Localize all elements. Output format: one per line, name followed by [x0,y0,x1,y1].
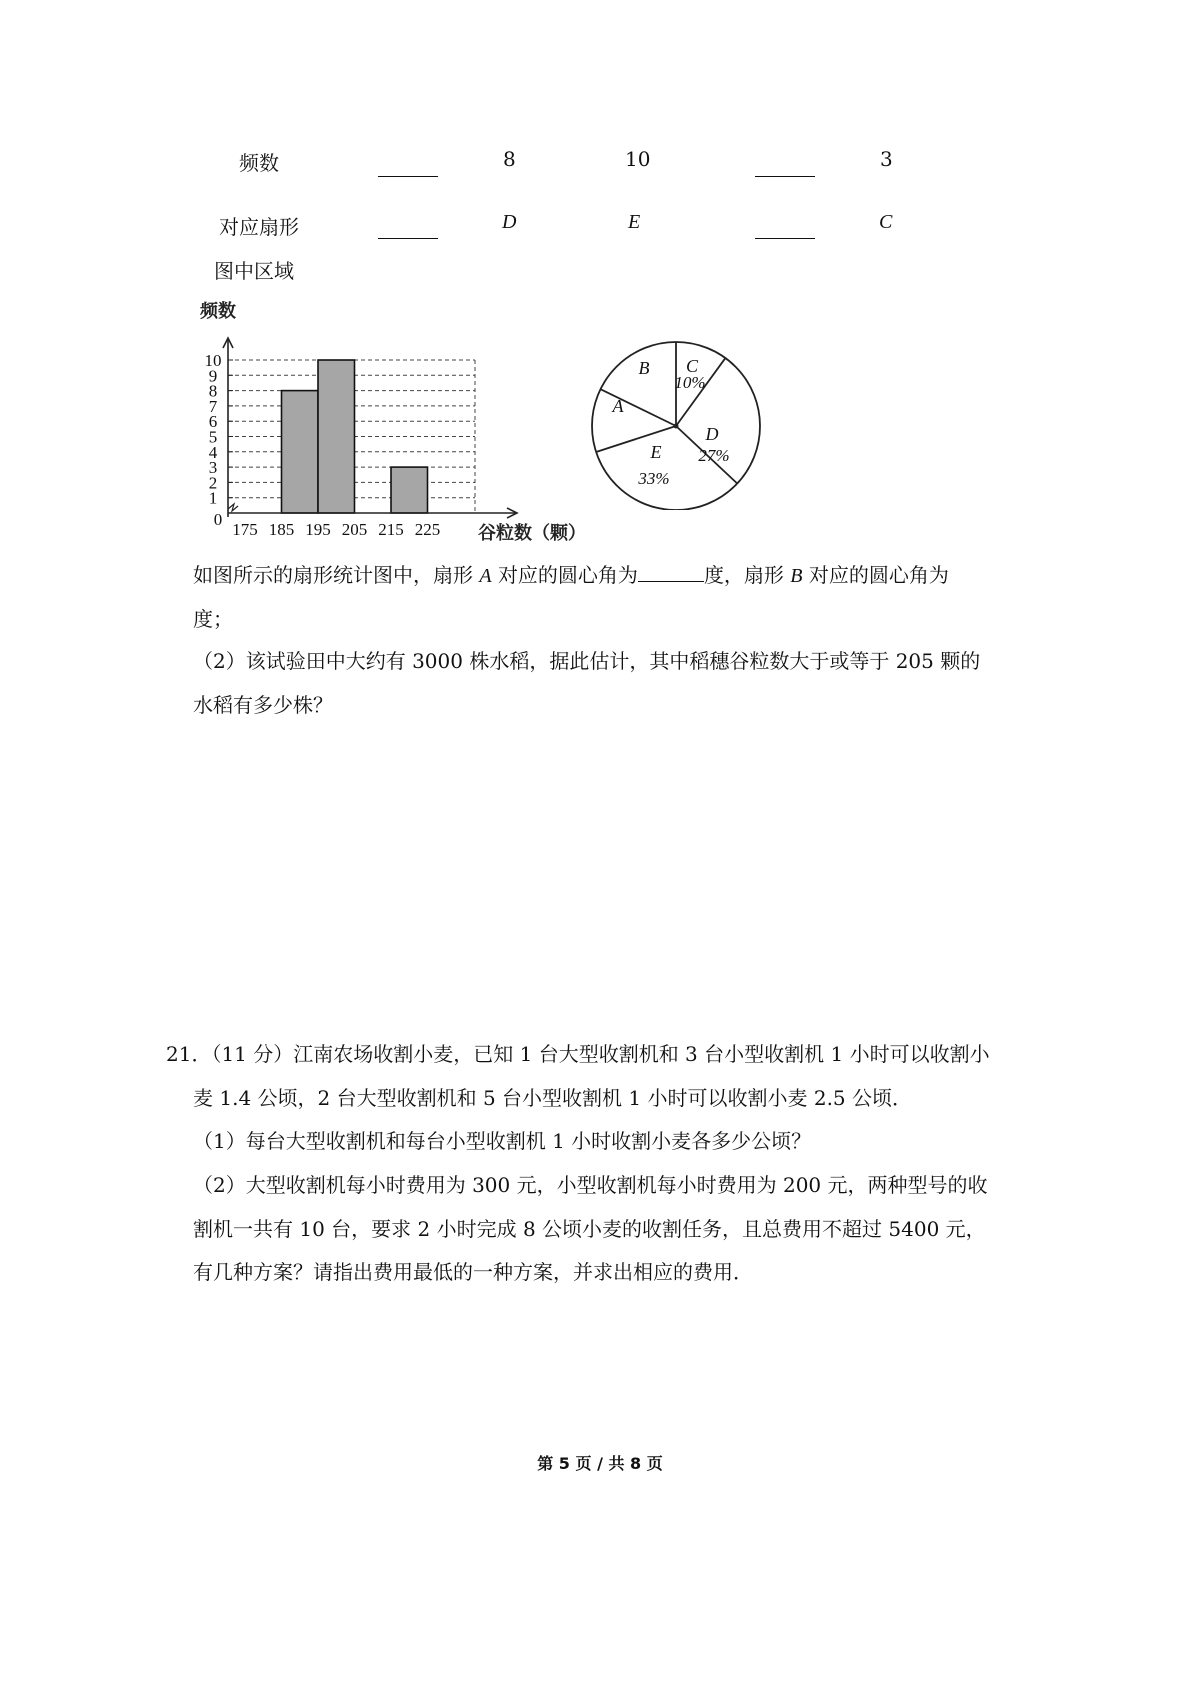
question-21-line-3: （1）每台大型收割机和每台小型收割机 1 小时收割小麦各多少公顷？ [193,1129,812,1153]
pie-chart [588,330,768,510]
blank-frequency-1 [378,176,438,177]
histogram-x-label: 谷粒数（颗） [478,523,586,543]
frequency-value-1: 8 [503,147,516,171]
pie-center [674,424,679,429]
q1-text-2: 对应的圆心角为 [497,563,638,587]
q1-text-3: 度，扇形 [703,563,784,587]
pie-slice-label-A: A [612,396,624,416]
blank-sector-1 [378,238,438,239]
y-tick-3: 3 [208,458,218,478]
pie-slice-label-E: E [650,442,662,462]
pie-divider-2 [676,358,725,426]
histogram-bar-3 [391,467,428,513]
sector-value-2: E [628,211,641,233]
question-21-line-1: 21．（11 分）江南农场收割小麦，已知 1 台大型收割机和 3 台小型收割机 1 小时可以收割小 [166,1042,990,1066]
y-tick-9: 9 [208,366,218,386]
q1-text-1: 如图所示的扇形统计图中，扇形 [193,563,473,587]
pie-slice-label-B: B [638,358,650,378]
y-tick-10: 10 [204,351,222,370]
histogram-bar-2 [318,360,355,513]
x-tick-185: 185 [268,520,295,539]
blank-frequency-2 [755,176,815,177]
histogram-y-label: 频数 [200,301,236,321]
frequency-value-3: 3 [880,147,893,171]
y-tick-5: 5 [208,427,218,447]
histogram-axes [223,338,517,518]
sector-value-1: D [502,211,517,233]
frequency-value-2: 10 [625,147,651,171]
x-tick-215: 215 [378,520,404,539]
question-21-line-6: 有几种方案？请指出费用最低的一种方案，并求出相应的费用． [193,1260,753,1284]
histogram-bar-1 [282,391,319,513]
q1-text-4: 对应的圆心角为 [808,563,949,587]
q1-blank-a [638,579,704,582]
question-21-line-5: 割机一共有 10 台，要求 2 小时完成 8 公顷小麦的收割任务，且总费用不超过 5400 元， [193,1217,986,1241]
sector-value-3: C [879,211,893,233]
y-tick-0: 0 [213,510,223,529]
y-tick-1: 1 [208,488,218,508]
x-tick-175: 175 [232,520,258,539]
histogram-x-ticks [232,520,440,539]
question-21-line-4: （2）大型收割机每小时费用为 300 元，小型收割机每小时费用为 200 元，两种型号的收 [193,1173,988,1197]
y-tick-2: 2 [208,473,218,493]
axis-break-mark [228,504,238,511]
pie-divider-4 [596,426,676,452]
question-2-line-1: （2）该试验田中大约有 3000 株水稻，据此估计，其中稻穗谷粒数大于或等于 205 颗的 [193,649,981,673]
pie-slice-pct-E: 33% [638,469,670,488]
pie-slice-pct-D: 27% [698,446,730,465]
pie-slice-label-C: C [685,356,699,376]
x-tick-205: 205 [341,520,368,539]
q1-var-a: A [479,565,492,587]
question-21-line-2: 麦 1.4 公顷，2 台大型收割机和 5 台小型收割机 1 小时可以收割小麦 2.5 公顷． [193,1086,913,1110]
question-1-line [193,565,949,586]
question-1-end: 度； [193,607,233,631]
pie-slice-label-D: D [705,424,719,444]
x-tick-195: 195 [305,520,331,539]
row-sector-label: 对应扇形 [219,215,299,239]
pie-slice-pct-C: 10% [674,373,706,392]
x-tick-225: 225 [414,520,441,539]
y-tick-7: 7 [208,396,218,416]
q1-var-b: B [790,565,803,587]
histogram-chart [180,295,610,550]
row-sector-label-cont: 图中区域 [214,259,294,283]
y-tick-8: 8 [208,381,218,401]
row-frequency-label: 频数 [239,151,279,175]
page-footer: 第 5 页 / 共 8 页 [537,1454,663,1473]
blank-sector-2 [755,238,815,239]
y-tick-6: 6 [208,412,218,432]
question-2-line-2: 水稻有多少株？ [193,693,333,717]
y-tick-4: 4 [208,442,218,462]
